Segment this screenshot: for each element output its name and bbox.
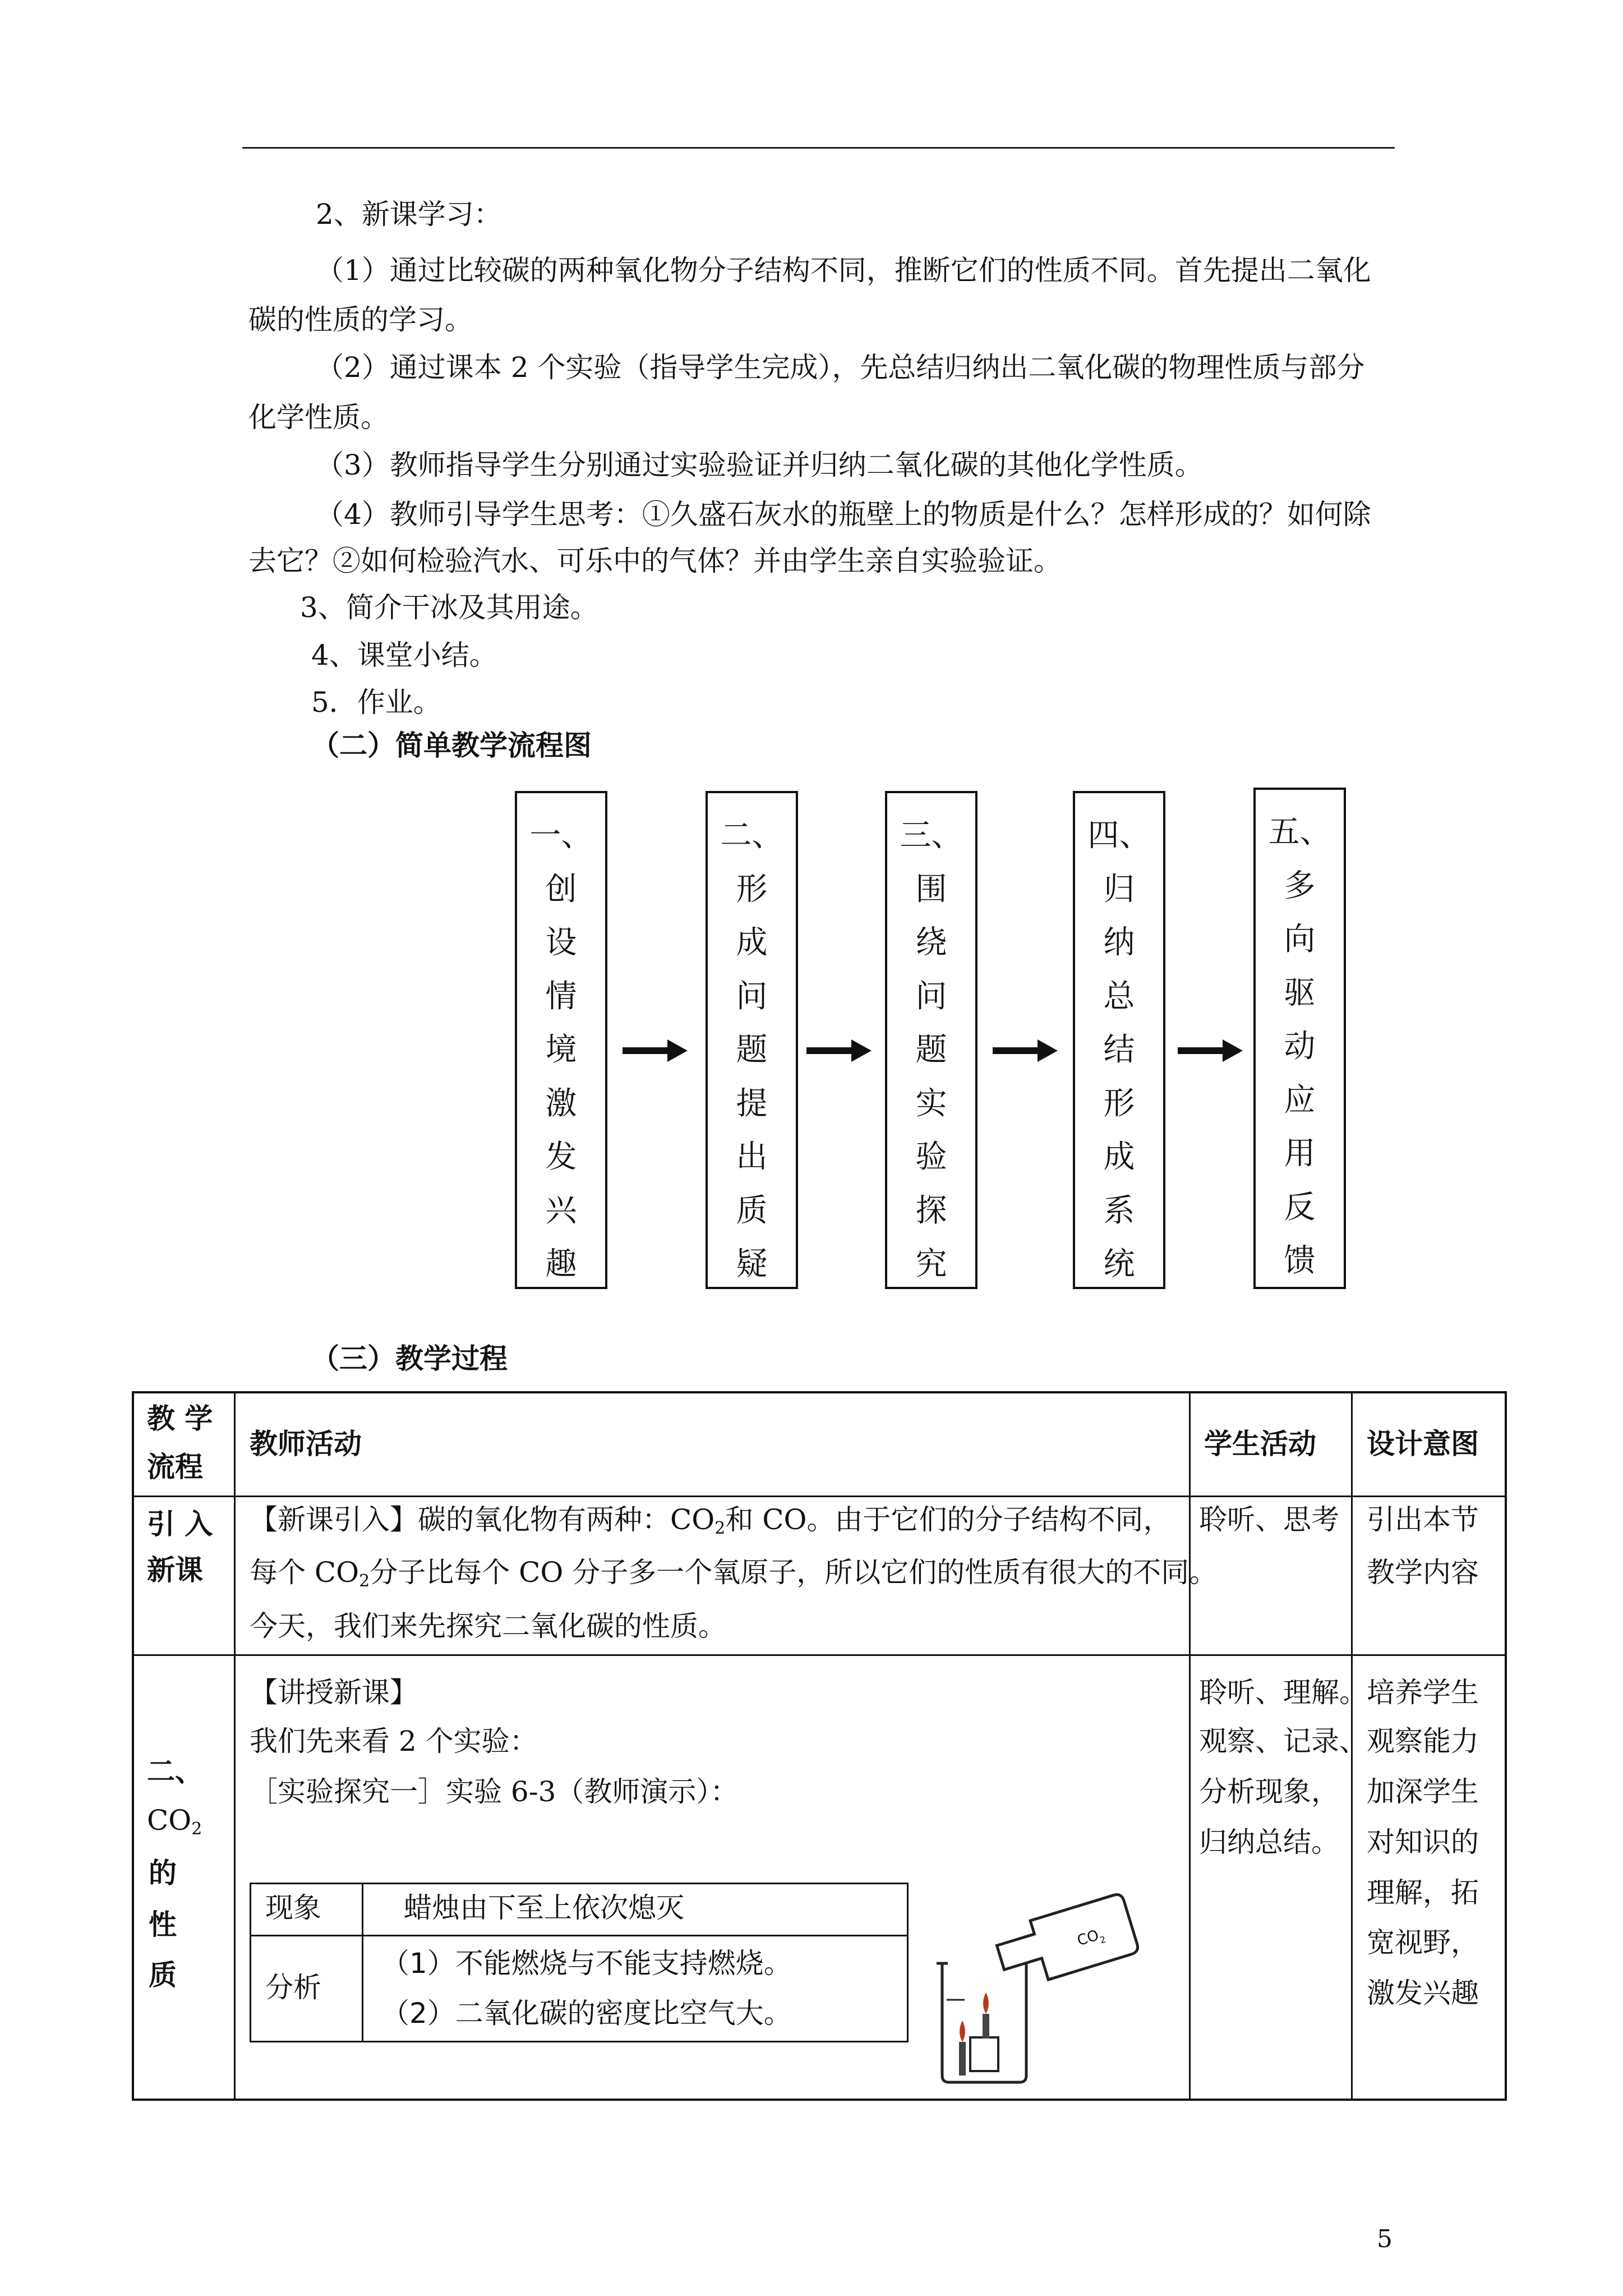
flow-step-label: 四、 归 纳 总 结 形 成 系 统 (1087, 817, 1151, 1282)
stand-icon (970, 2037, 998, 2071)
para-2-line-1: （2）通过课本 2 个实验（指导学生完成），先总结归纳出二氧化碳的物理性质与部分 (316, 351, 1365, 384)
row2-intent-line: 对知识的 (1367, 1826, 1479, 1858)
flow-step-label: 一、 创 设 情 境 激 发 兴 趣 (529, 817, 593, 1282)
row2-teacher-line-3: ［实验探究一］实验 6-3（教师演示）： (250, 1775, 739, 1808)
candle-high-icon (983, 2014, 989, 2039)
flow-heading: （二）简单教学流程图 (311, 729, 592, 762)
row1-teacher-line-2: 每个 $CO_2$分子比每个 CO 分子多一个氧原子，所以它们的性质有很大的不同。 (250, 1556, 1218, 1591)
flow-step-4 (1073, 791, 1165, 1289)
inner-col-divider (362, 1884, 363, 2041)
para-2-line-2: 化学性质。 (248, 401, 389, 434)
para-1-line-2: 碳的性质的学习。 (248, 303, 473, 336)
row1-flow-a: 引 入 (147, 1507, 213, 1540)
row2-flow-co2: $CO_2$ (147, 1804, 202, 1839)
row2-intent-line: 理解，拓 (1367, 1876, 1479, 1909)
flow-step-1 (515, 791, 607, 1289)
header-intent: 设计意图 (1367, 1427, 1479, 1460)
candle-low-icon (959, 2042, 966, 2076)
row2-intent-line: 加深学生 (1367, 1775, 1479, 1808)
process-heading: （三）教学过程 (311, 1342, 508, 1375)
row1-flow-b: 新课 (147, 1553, 203, 1586)
row1-intent-a: 引出本节 (1367, 1503, 1479, 1536)
phenomenon-value: 蜡烛由下至上依次熄灭 (404, 1892, 684, 1924)
row-divider (134, 1654, 1505, 1656)
analysis-2: （2）二氧化碳的密度比空气大。 (381, 1997, 792, 2030)
header-student: 学生活动 (1204, 1427, 1316, 1460)
flow-step-5 (1253, 788, 1346, 1289)
flow-step-label: 五、 多 向 驱 动 应 用 反 馈 (1268, 814, 1331, 1279)
row1-teacher-line-1: 【新课引入】碳的氧化物有两种：$CO_2$和 CO。由于它们的分子结构不同， (250, 1503, 1172, 1538)
row2-teacher-line-1: 【讲授新课】 (250, 1676, 418, 1709)
flame-icon (983, 1993, 989, 2014)
row2-flow-d: 性 (149, 1908, 177, 1941)
flow-arrow-icon (623, 1039, 688, 1062)
flame-icon (960, 2021, 965, 2042)
header-flow-a: 教 学 (147, 1402, 213, 1435)
col-divider (1189, 1393, 1191, 2099)
item-2: 2、新课学习： (316, 198, 502, 231)
flow-arrow-icon (993, 1039, 1058, 1062)
item-5: 5．作业。 (311, 686, 441, 719)
flow-step-3 (885, 791, 978, 1289)
row2-student-line: 观察、记录、 (1199, 1725, 1367, 1757)
para-1-line-1: （1）通过比较碳的两种氧化物分子结构不同，推断它们的性质不同。首先提出二氧化 (316, 254, 1371, 287)
page-number: 5 (1377, 2225, 1393, 2253)
header-rule (242, 147, 1395, 149)
flow-step-2 (706, 791, 798, 1289)
row1-teacher-line-3: 今天，我们来先探究二氧化碳的性质。 (250, 1610, 726, 1642)
para-4-line-2: 去它？②如何检验汽水、可乐中的气体？并由学生亲自实验验证。 (248, 545, 1062, 577)
co2-pouring-illustration (931, 1874, 1155, 2087)
flask-label: $CO_2$ (1075, 1927, 1108, 1950)
header-teacher: 教师活动 (250, 1427, 362, 1460)
row2-student-line: 聆听、理解。 (1199, 1676, 1367, 1709)
row1-student: 聆听、思考 (1199, 1503, 1339, 1536)
row2-intent-line: 宽视野， (1367, 1926, 1479, 1959)
row2-student-line: 分析现象， (1199, 1775, 1339, 1808)
row2-student-line: 归纳总结。 (1199, 1826, 1339, 1858)
header-flow-b: 流程 (147, 1450, 203, 1483)
flow-arrow-icon (1178, 1039, 1243, 1062)
phenomenon-label: 现象 (265, 1892, 321, 1924)
row2-flow-c: 的 (149, 1856, 177, 1889)
co2-flask-icon (993, 1893, 1140, 1991)
analysis-1: （1）不能燃烧与不能支持燃烧。 (381, 1947, 792, 1980)
row2-teacher-line-2: 我们先来看 2 个实验： (250, 1725, 538, 1757)
para-3: （3）教师指导学生分别通过实验验证并归纳二氧化碳的其他化学性质。 (316, 449, 1203, 481)
flow-step-label: 三、 围 绕 问 题 实 验 探 究 (900, 817, 963, 1282)
col-divider (234, 1393, 236, 2099)
analysis-label: 分析 (265, 1971, 321, 2004)
item-3: 3、简介干冰及其用途。 (300, 591, 598, 624)
row2-flow-a: 二、 (147, 1755, 203, 1788)
row2-intent-line: 观察能力 (1367, 1725, 1479, 1757)
para-4-line-1: （4）教师引导学生思考：①久盛石灰水的瓶壁上的物质是什么？怎样形成的？如何除 (316, 498, 1371, 531)
row1-intent-b: 教学内容 (1367, 1556, 1479, 1589)
item-4: 4、课堂小结。 (311, 639, 497, 671)
row2-intent-line: 培养学生 (1367, 1676, 1479, 1709)
flow-arrow-icon (806, 1039, 872, 1062)
flow-step-label: 二、 形 成 问 题 提 出 质 疑 (720, 817, 783, 1282)
row2-intent-line: 激发兴趣 (1367, 1977, 1479, 2009)
row2-flow-e: 质 (149, 1958, 177, 1991)
